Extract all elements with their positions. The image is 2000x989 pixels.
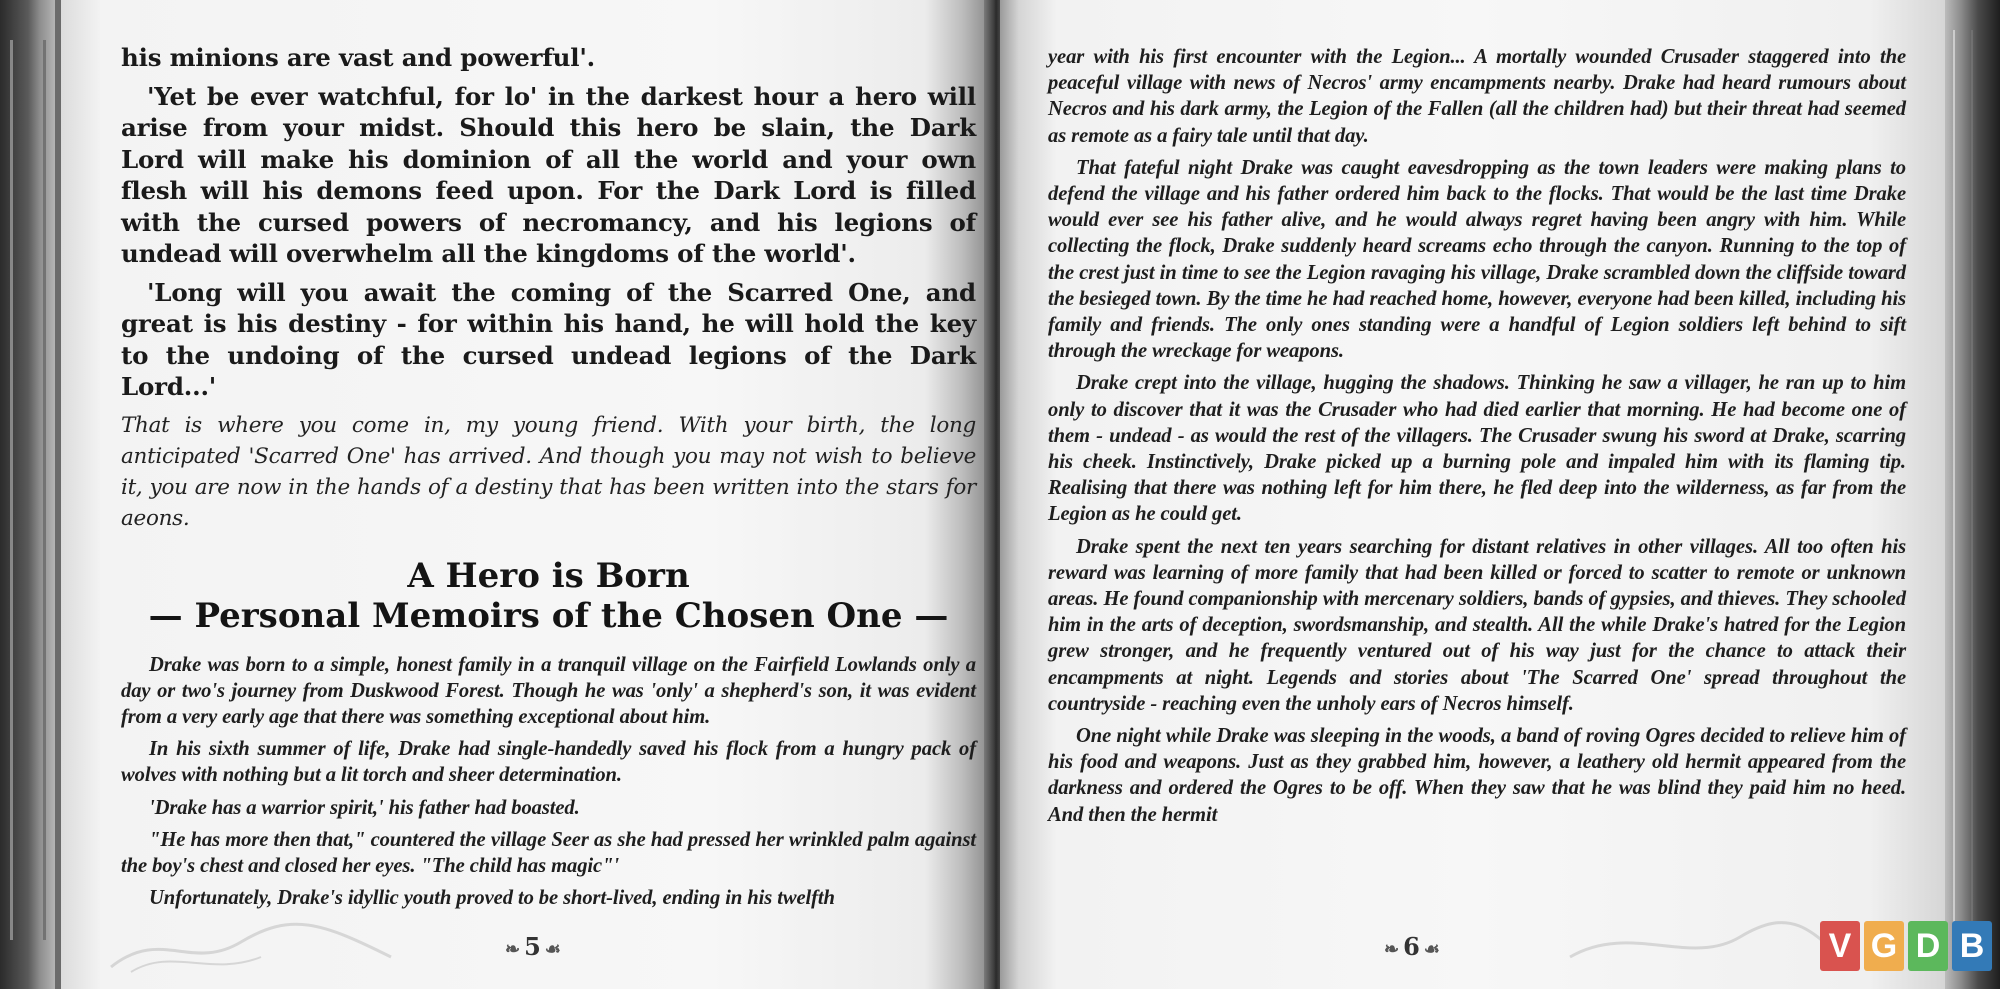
gothic-paragraph: 'Long will you await the coming of the Scarred One, and great is his destiny - for within his hand, he will hold the key to the undoing of the cursed undead legions of the Dark Lord...' — [121, 277, 976, 401]
body-paragraph: Drake crept into the village, hugging the shadows. Thinking he saw a villager, he ran up to him only to discover that it was the Crusader who had died earlier that morning. He had become one of them - undead - as would the rest of the villagers. The Crusader swung his sword at Drake, scarring his cheek. Instinctively, Drake picked up a burning pole and impaled him with its flaming tip. Realising that there was nothing left for him there, he fled deep into the wilderness, as far from the Legion as he could get. — [1048, 372, 1906, 526]
body-paragraph: In his sixth summer of life, Drake had single-handedly saved his flock from a hungry pack of wolves with nothing but a lit torch and sheer determination. — [121, 738, 976, 787]
body-paragraph: 'Drake has a warrior spirit,' his father had boasted. — [149, 796, 580, 819]
body-paragraph: Drake spent the next ten years searching for distant relatives in other villages. All too often his reward was learning of more family that had been killed or forced to scatter to remote or unknown areas. He found companionship with mercenary soldiers, bands of gypsies, and thieves. They schooled him in the arts of deception, swordsmanship, and stealth. All the while Drake's hatred for the Legion grew stronger, and he frequently ventured out of his way just for the chance to attack their encampments at night. Legends and stories about 'The Scarred One' spread throughout the countryside - reaching even the unholy ears of Necros himself. — [1048, 535, 1906, 715]
heading-title: A Hero is Born — [407, 555, 690, 596]
body-paragraph: Drake was born to a simple, honest family in a tranquil village on the Fairfield Lowlands only a day or two's journey from Duskwood Forest. Though he was 'only' a shepherd's son, it was evident from a very early age that there was something exceptional about him. — [121, 653, 976, 728]
flourish-ornament — [1560, 917, 1860, 977]
body-paragraph: year with his first encounter with the Legion... A mortally wounded Crusader staggered into the peaceful village with news of Necros' army encampments nearby. Drake had heard rumours about Necros and his dark army, the Legion of the Fallen (all the children had) but their threat had seemed as remote as a fairy tale until that day. — [1048, 46, 1906, 147]
body-paragraph: "He has more then that," countered the village Seer as she had pressed her wrinkled palm against the boy's chest and closed her eyes. "The child has magic"' — [121, 828, 976, 877]
ornament-icon: ❧ — [505, 939, 521, 960]
edge-strip — [1953, 30, 1973, 950]
watermark-letter: B — [1952, 921, 1992, 971]
booklet-right-edge — [1945, 0, 2000, 989]
ornament-icon: ❧ — [1384, 939, 1400, 960]
body-paragraph: Unfortunately, Drake's idyllic youth proved to be short-lived, ending in his twelfth — [149, 887, 835, 910]
page-number: 6 — [1403, 932, 1420, 961]
left-body-text — [121, 652, 976, 912]
script-paragraph: That is where you come in, my young friend. With your birth, the long anticipated 'Scarred One' has arrived. And though you may not wish to believe it, you are now in the hands of a destiny that has been written into the stars for aeons. — [121, 412, 976, 531]
body-paragraph: One night while Drake was sleeping in the woods, a band of roving Ogres decided to relieve him of his food and weapons. Just as they grabbed him, however, a leathery old hermit appeared from the darkness and ordered the Ogres to be off. When they saw that he was blind they paid him no heed. And then the hermit — [1048, 725, 1906, 826]
gothic-paragraph: his minions are vast and powerful'. — [121, 43, 596, 72]
right-page — [1000, 0, 1945, 989]
ornament-icon: ☙ — [1423, 939, 1440, 960]
page-number-left — [501, 932, 565, 961]
section-heading — [121, 556, 976, 636]
vgdb-watermark-logo — [1820, 921, 1992, 971]
heading-subtitle: — Personal Memoirs of the Chosen One — — [148, 595, 949, 636]
watermark-letter: D — [1908, 921, 1948, 971]
watermark-letter: G — [1864, 921, 1904, 971]
watermark-letter: V — [1820, 921, 1860, 971]
left-page — [55, 0, 990, 989]
flourish-ornament — [101, 917, 401, 977]
left-page-content — [121, 42, 976, 917]
page-number: 5 — [524, 932, 541, 961]
booklet-left-edge — [10, 40, 46, 940]
page-number-right — [1380, 932, 1444, 961]
right-page-content — [1048, 44, 1906, 834]
ornament-icon: ☙ — [544, 939, 561, 960]
body-paragraph: That fateful night Drake was caught eavesdropping as the town leaders were making plans to defend the village and his father ordered him back to the flocks. That would be the last time Drake would ever see his father alive, and he would always regret having been angry with him. While collecting the flock, Drake suddenly heard screams echo through the canyon. Running to the top of the crest just in time to see the Legion ravaging his village, Drake scrambled down the cliffside toward the besieged town. By the time he had reached home, however, everyone had been killed, including his family and friends. The only ones standing were a handful of Legion soldiers left behind to sift through the wreckage for weapons. — [1048, 156, 1906, 363]
gothic-paragraph: 'Yet be ever watchful, for lo' in the darkest hour a hero will arise from your midst. Should this hero be slain, the Dark Lord will make his dominion of all the world and your own flesh will his demons feed upon. For the Dark Lord is filled with the cursed powers of necromancy, and his legions of undead will overwhelm all the kingdoms of the world'. — [121, 81, 976, 268]
